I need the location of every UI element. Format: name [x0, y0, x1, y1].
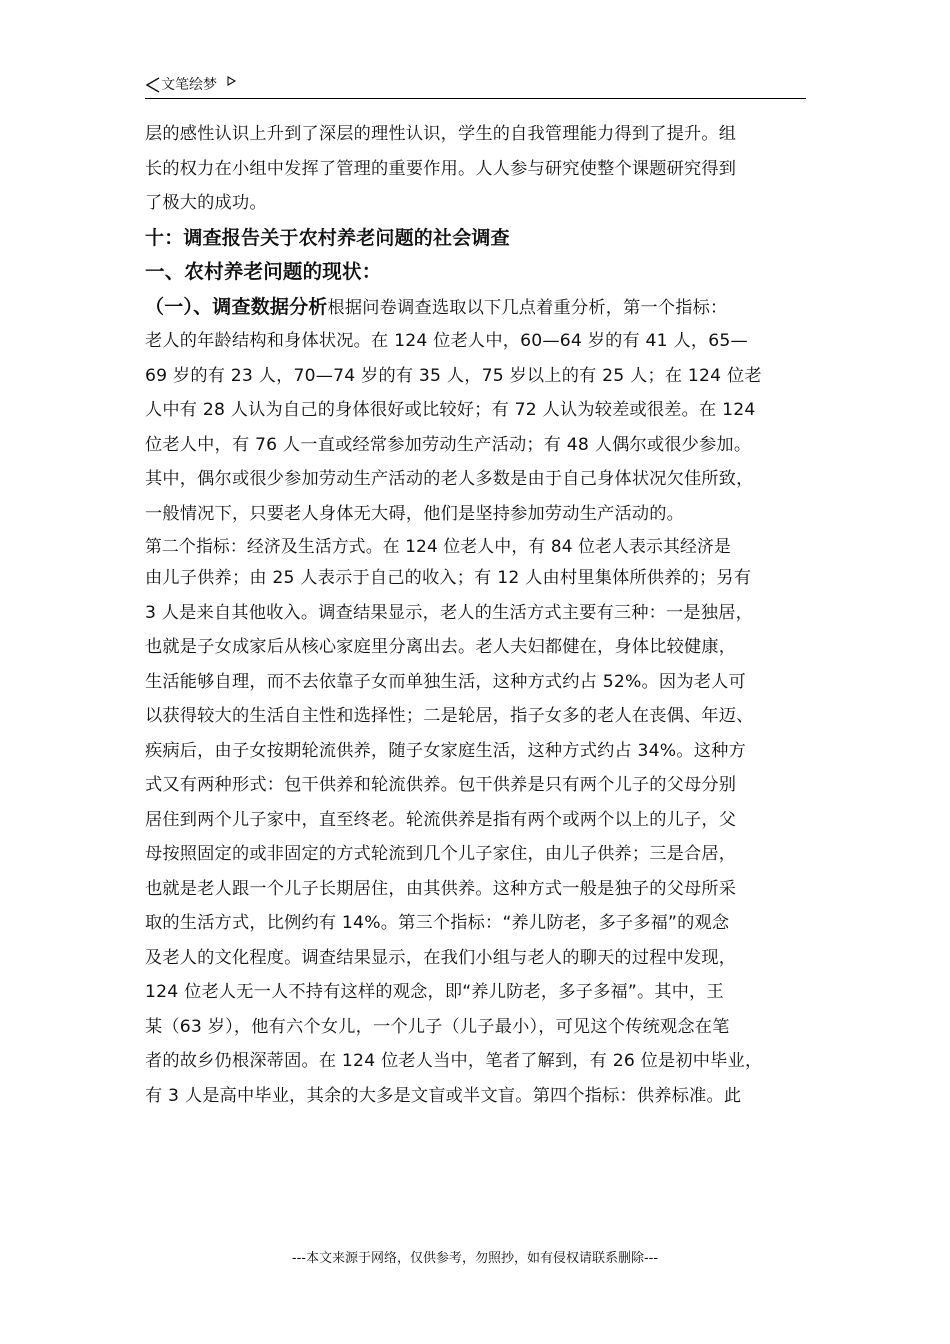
left-triangle-icon: [145, 77, 161, 93]
subsection-line: [145, 290, 810, 325]
header-rule: [145, 98, 806, 99]
subsection-heading: （一）、调查数据分析: [145, 295, 328, 318]
header-logo: [145, 77, 237, 93]
section-heading: 一、农村养老问题的现状：: [145, 260, 382, 283]
text-line: 由儿子供养；由 25 人表示于自己的收入；有 12 人由村里集体所供养的；另有: [145, 568, 752, 588]
text-line: 某（63 岁），他有六个女儿，一个儿子（儿子最小），可见这个传统观念在笔: [145, 1016, 730, 1037]
text-line: 者的故乡仍根深蒂固。在 124 位老人当中，笔者了解到，有 26 位是初中毕业，: [145, 1051, 763, 1071]
text-line: 也就是子女成家后从核心家庭里分离出去。老人夫妇都健在，身体比较健康，: [145, 637, 737, 657]
text-line: 69 岁的有 23 人，70—74 岁的有 35 人，75 岁以上的有 25 人；在 124 位老: [145, 365, 762, 386]
text-line: 3 人是来自其他收入。调查结果显示，老人的生活方式主要有三种：一是独居，: [145, 602, 753, 623]
text-line: 取的生活方式，比例约有 14%。第三个指标：“养儿防老，多子多福”的观念: [145, 913, 730, 933]
text-line: 也就是老人跟一个儿子长期居住，由其供养。这种方式一般是独子的父母所采: [145, 878, 737, 899]
text-line: 第二个指标：经济及生活方式。在 124 位老人中，有 84 位老人表示其经济是: [145, 536, 731, 556]
page-header: [145, 74, 806, 96]
text-line: 及老人的文化程度。调查结果显示，在我们小组与老人的聊天的过程中发现，: [145, 947, 737, 968]
text-line: 疾病后，由子女按期轮流供养，随子女家庭生活，这种方式约占 34%。这种方: [145, 740, 746, 761]
text-line: 母按照固定的或非固定的方式轮流到几个儿子家住，由儿子供养；三是合居，: [145, 844, 737, 864]
text-line: 式又有两种形式：包干供养和轮流供养。包干供养是只有两个儿子的父母分别: [145, 775, 737, 795]
subsection-text: 根据问卷调查选取以下几点着重分析，第一个指标：: [327, 297, 728, 318]
text-line: 位老人中，有 76 人一直或经常参加劳动生产活动；有 48 人偶尔或很少参加。: [145, 434, 752, 455]
document-body: [145, 117, 810, 1113]
header-logo-text: 文笔绘梦: [161, 77, 217, 93]
text-line: 生活能够自理，而不去依靠子女而单独生活，这种方式约占 52%。因为老人可: [145, 671, 746, 692]
text-line: 有 3 人是高中毕业，其余的大多是文盲或半文盲。第四个指标：供养标准。此: [145, 1085, 742, 1106]
text-line: 长的权力在小组中发挥了管理的重要作用。人人参与研究使整个课题研究得到: [145, 158, 737, 179]
text-line: 以获得较大的生活自主性和选择性；二是轮居，指子女多的老人在丧偶、年迈、: [145, 706, 754, 726]
text-line: 人中有 28 人认为自己的身体很好或比较好；有 72 人认为较差或很差。在 124: [145, 400, 756, 420]
text-line: 一般情况下，只要老人身体无大碍，他们是坚持参加劳动生产活动的。: [145, 503, 685, 524]
text-line: 其中，偶尔或很少参加劳动生产活动的老人多数是由于自己身体状况欠佳所致，: [145, 469, 754, 489]
right-triangle-icon: [225, 75, 237, 87]
text-line: 了极大的成功。: [145, 193, 267, 213]
document-title: 十：调查报告关于农村养老问题的社会调查: [145, 226, 510, 249]
text-line: 居住到两个儿子家中，直至终老。轮流供养是指有两个或两个以上的儿子，父: [145, 809, 737, 830]
page-footer: ---本文来源于网络，仅供参考，勿照抄，如有侵权请联系删除---: [291, 1251, 659, 1266]
text-line: 层的感性认识上升到了深层的理性认识，学生的自我管理能力得到了提升。组: [145, 124, 737, 144]
text-line: 124 位老人无一人不持有这样的观念，即“养儿防老，多子多福”。其中，王: [145, 982, 724, 1002]
text-line: 老人的年龄结构和身体状况。在 124 位老人中，60—64 岁的有 41 人，65—: [145, 331, 748, 351]
